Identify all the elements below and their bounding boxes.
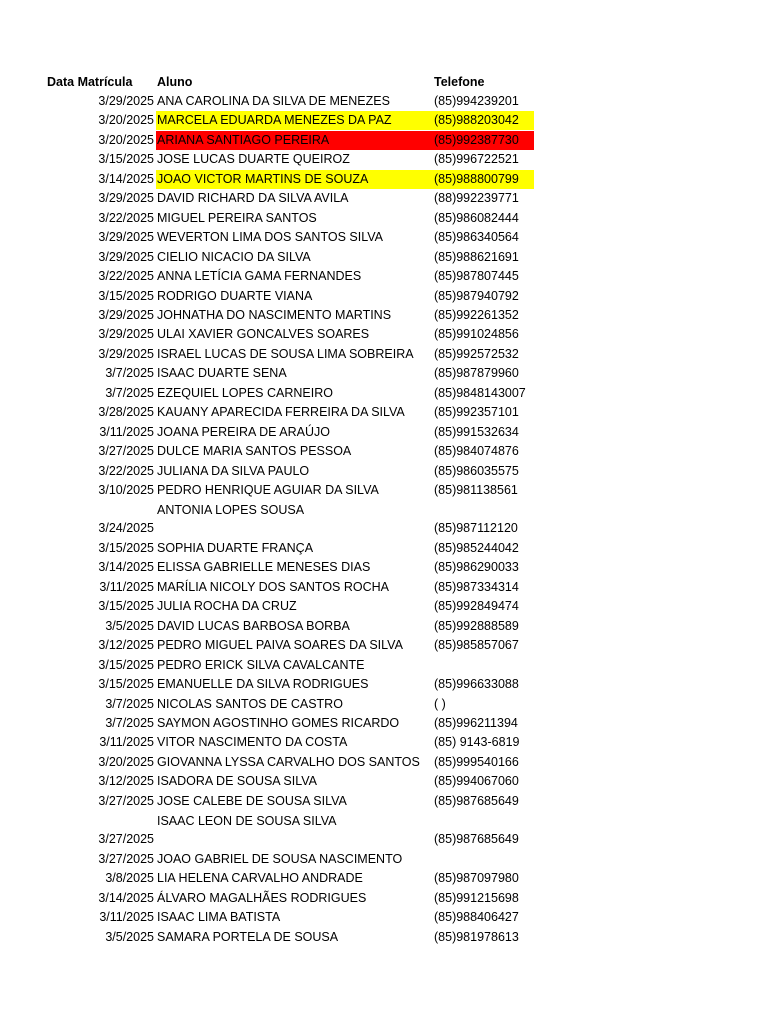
telefone-cell: (85)994067060	[434, 774, 519, 789]
date-cell: 3/27/2025	[98, 851, 154, 866]
table-row	[0, 597, 768, 616]
aluno-cell: NICOLAS SANTOS DE CASTRO	[157, 696, 343, 711]
date-cell: 3/29/2025	[98, 230, 154, 245]
telefone-cell: (85)992261352	[434, 307, 519, 322]
aluno-cell: JOAO GABRIEL DE SOUSA NASCIMENTO	[157, 851, 403, 866]
aluno-cell: SAMARA PORTELA DE SOUSA	[157, 929, 339, 944]
table-row	[0, 306, 768, 325]
telefone-cell: (85)992357101	[434, 405, 519, 420]
telefone-cell: (85)992572532	[434, 346, 519, 361]
table-row	[0, 209, 768, 228]
date-cell: 3/29/2025	[98, 249, 154, 264]
table-row	[0, 384, 768, 403]
aluno-cell: ANNA LETÍCIA GAMA FERNANDES	[157, 269, 362, 284]
telefone-cell: (85)987879960	[434, 366, 519, 381]
aluno-cell: PEDRO MIGUEL PAIVA SOARES DA SILVA	[157, 638, 403, 653]
table-row	[0, 889, 768, 908]
header-telefone: Telefone	[434, 75, 485, 89]
telefone-cell: (85)986035575	[434, 463, 519, 478]
table-row	[0, 850, 768, 869]
aluno-cell: PEDRO HENRIQUE AGUIAR DA SILVA	[157, 483, 379, 497]
telefone-cell: (85)987097980	[434, 871, 519, 886]
aluno-cell: MARÍLIA NICOLY DOS SANTOS ROCHA	[157, 579, 390, 594]
aluno-cell: WEVERTON LIMA DOS SANTOS SILVA	[157, 230, 383, 245]
date-cell: 3/15/2025	[98, 288, 154, 303]
table-row	[0, 908, 768, 927]
table-row	[0, 539, 768, 558]
telefone-cell: (85)988203042	[434, 113, 519, 128]
telefone-cell: (85)987685649	[434, 832, 519, 847]
telefone-cell: (85)996211394	[434, 716, 518, 730]
date-cell: 3/12/2025	[98, 774, 154, 789]
table-row	[0, 675, 768, 694]
table-row	[0, 170, 768, 189]
date-cell: 3/7/2025	[105, 385, 154, 400]
date-cell: 3/15/2025	[98, 540, 154, 555]
table-row	[0, 462, 768, 481]
date-cell: 3/27/2025	[98, 793, 154, 808]
date-cell: 3/29/2025	[98, 327, 154, 342]
telefone-cell: ( )	[434, 696, 446, 711]
date-cell: 3/22/2025	[98, 463, 154, 478]
telefone-cell: (85)987940792	[434, 288, 519, 303]
telefone-cell: (85)985244042	[434, 540, 519, 555]
aluno-cell: JOAO VICTOR MARTINS DE SOUZA	[157, 171, 369, 186]
date-cell: 3/7/2025	[105, 366, 154, 381]
aluno-cell: ISAAC LIMA BATISTA	[157, 910, 281, 925]
aluno-cell: JOHNATHA DO NASCIMENTO MARTINS	[157, 307, 392, 322]
table-row	[0, 111, 768, 130]
date-cell: 3/20/2025	[98, 113, 154, 128]
telefone-cell: (85)994239201	[434, 94, 519, 108]
telefone-cell: (85)981138561	[434, 483, 518, 497]
aluno-cell: LIA HELENA CARVALHO ANDRADE	[157, 871, 363, 886]
aluno-cell: SAYMON AGOSTINHO GOMES RICARDO	[157, 716, 400, 730]
telefone-cell: (85)988621691	[434, 249, 519, 264]
table-row	[0, 481, 768, 500]
telefone-cell: (88)992239771	[434, 191, 519, 206]
table-row	[0, 150, 768, 169]
table-row	[0, 267, 768, 286]
telefone-cell: (85)987807445	[434, 269, 519, 284]
telefone-cell: (85) 9143-6819	[434, 735, 520, 750]
date-cell: 3/11/2025	[99, 579, 154, 594]
date-cell: 3/27/2025	[98, 832, 154, 847]
date-cell: 3/15/2025	[98, 677, 154, 692]
aluno-cell: EMANUELLE DA SILVA RODRIGUES	[157, 677, 369, 692]
aluno-cell: DAVID LUCAS BARBOSA BORBA	[157, 618, 350, 633]
telefone-cell: (85)986290033	[434, 560, 519, 575]
telefone-cell: (85)996722521	[434, 152, 519, 167]
date-cell: 3/7/2025	[105, 716, 154, 730]
aluno-cell: RODRIGO DUARTE VIANA	[157, 288, 313, 303]
table-row	[0, 131, 768, 150]
telefone-cell: (85)9848143007	[434, 385, 526, 400]
date-cell: 3/5/2025	[105, 929, 154, 944]
table-row	[0, 811, 768, 849]
date-cell: 3/28/2025	[98, 405, 154, 420]
aluno-cell: DULCE MARIA SANTOS PESSOA	[157, 444, 352, 459]
date-cell: 3/14/2025	[98, 890, 154, 905]
table-row	[0, 228, 768, 247]
date-cell: 3/22/2025	[98, 269, 154, 284]
table-row	[0, 442, 768, 461]
aluno-cell: ISAAC DUARTE SENA	[157, 366, 287, 381]
date-cell: 3/22/2025	[98, 210, 154, 225]
aluno-cell: JOSE LUCAS DUARTE QUEIROZ	[157, 152, 350, 167]
aluno-cell: ISRAEL LUCAS DE SOUSA LIMA SOBREIRA	[157, 346, 414, 361]
aluno-cell: KAUANY APARECIDA FERREIRA DA SILVA	[157, 405, 405, 420]
date-cell: 3/20/2025	[98, 132, 154, 147]
table-row	[0, 403, 768, 422]
date-cell: 3/11/2025	[99, 424, 154, 439]
date-cell: 3/15/2025	[98, 599, 154, 614]
table-row	[0, 636, 768, 655]
aluno-cell: ISAAC LEON DE SOUSA SILVA	[157, 814, 337, 829]
aluno-cell: EZEQUIEL LOPES CARNEIRO	[157, 385, 333, 400]
telefone-cell: (85)991215698	[434, 890, 519, 905]
date-cell: 3/8/2025	[105, 871, 154, 886]
table-row	[0, 189, 768, 208]
aluno-cell: ULAI XAVIER GONCALVES SOARES	[157, 327, 370, 342]
telefone-cell: (85)999540166	[434, 754, 519, 769]
aluno-cell: JULIANA DA SILVA PAULO	[157, 463, 310, 478]
aluno-cell: ANTONIA LOPES SOUSA	[157, 503, 305, 518]
table-row	[0, 364, 768, 383]
aluno-cell: GIOVANNA LYSSA CARVALHO DOS SANTOS	[157, 754, 420, 769]
date-cell: 3/15/2025	[98, 152, 154, 167]
date-cell: 3/7/2025	[105, 696, 154, 711]
aluno-cell: JULIA ROCHA DA CRUZ	[157, 599, 297, 614]
telefone-cell: (85)981978613	[434, 929, 519, 944]
telefone-cell: (85)988800799	[434, 171, 519, 186]
aluno-cell: ÁLVARO MAGALHÃES RODRIGUES	[157, 890, 367, 905]
date-cell: 3/15/2025	[98, 657, 154, 672]
table-row	[0, 772, 768, 791]
date-cell: 3/29/2025	[98, 307, 154, 322]
aluno-cell: JOSE CALEBE DE SOUSA SILVA	[157, 793, 347, 808]
table-row	[0, 656, 768, 675]
aluno-cell: PEDRO ERICK SILVA CAVALCANTE	[157, 657, 365, 672]
header-aluno: Aluno	[157, 75, 193, 89]
date-cell: 3/29/2025	[98, 191, 154, 206]
table-row	[0, 500, 768, 538]
telefone-cell: (85)987112120	[434, 521, 518, 536]
table-row	[0, 928, 768, 947]
aluno-cell: CIELIO NICACIO DA SILVA	[157, 249, 311, 264]
telefone-cell: (85)992387730	[434, 132, 519, 147]
table-row	[0, 325, 768, 344]
date-cell: 3/29/2025	[98, 346, 154, 361]
telefone-cell: (85)984074876	[434, 444, 519, 459]
table-row	[0, 345, 768, 364]
telefone-cell: (85)996633088	[434, 677, 519, 692]
aluno-cell: VITOR NASCIMENTO DA COSTA	[157, 735, 348, 750]
telefone-cell: (85)986082444	[434, 210, 519, 225]
telefone-cell: (85)986340564	[434, 230, 519, 245]
table-row	[0, 695, 768, 714]
telefone-cell: (85)992888589	[434, 618, 519, 633]
table-row	[0, 287, 768, 306]
table-row	[0, 792, 768, 811]
table-row	[0, 558, 768, 577]
telefone-cell: (85)987334314	[434, 579, 519, 594]
date-cell: 3/27/2025	[98, 444, 154, 459]
telefone-cell: (85)985857067	[434, 638, 519, 653]
date-cell: 3/14/2025	[98, 171, 154, 186]
aluno-cell: ARIANA SANTIAGO PEREIRA	[157, 132, 330, 147]
table-row	[0, 248, 768, 267]
telefone-cell: (85)988406427	[434, 910, 519, 925]
date-cell: 3/5/2025	[105, 618, 154, 633]
telefone-cell: (85)987685649	[434, 793, 519, 808]
telefone-cell: (85)992849474	[434, 599, 519, 614]
table-row	[0, 617, 768, 636]
date-cell: 3/29/2025	[98, 94, 154, 108]
date-cell: 3/20/2025	[98, 754, 154, 769]
telefone-cell: (85)991532634	[434, 424, 519, 439]
aluno-cell: MIGUEL PEREIRA SANTOS	[157, 210, 317, 225]
table-row	[0, 714, 768, 733]
table-row	[0, 733, 768, 752]
table-row	[0, 92, 768, 111]
date-cell: 3/12/2025	[98, 638, 154, 653]
date-cell: 3/11/2025	[99, 735, 154, 750]
aluno-cell: ISADORA DE SOUSA SILVA	[157, 774, 318, 789]
date-cell: 3/24/2025	[98, 521, 154, 536]
aluno-cell: ELISSA GABRIELLE MENESES DIAS	[157, 560, 371, 575]
aluno-cell: SOPHIA DUARTE FRANÇA	[157, 540, 314, 555]
table-row	[0, 869, 768, 888]
table-row	[0, 423, 768, 442]
aluno-cell: JOANA PEREIRA DE ARAÚJO	[157, 424, 330, 439]
table-row	[0, 578, 768, 597]
table-row	[0, 753, 768, 772]
aluno-cell: MARCELA EDUARDA MENEZES DA PAZ	[157, 113, 392, 128]
aluno-cell: DAVID RICHARD DA SILVA AVILA	[157, 191, 349, 206]
date-cell: 3/14/2025	[98, 560, 154, 575]
telefone-cell: (85)991024856	[434, 327, 519, 342]
date-cell: 3/10/2025	[98, 483, 154, 497]
date-cell: 3/11/2025	[99, 910, 154, 925]
header-data-matricula: Data Matrícula	[47, 75, 133, 89]
aluno-cell: ANA CAROLINA DA SILVA DE MENEZES	[157, 94, 390, 108]
